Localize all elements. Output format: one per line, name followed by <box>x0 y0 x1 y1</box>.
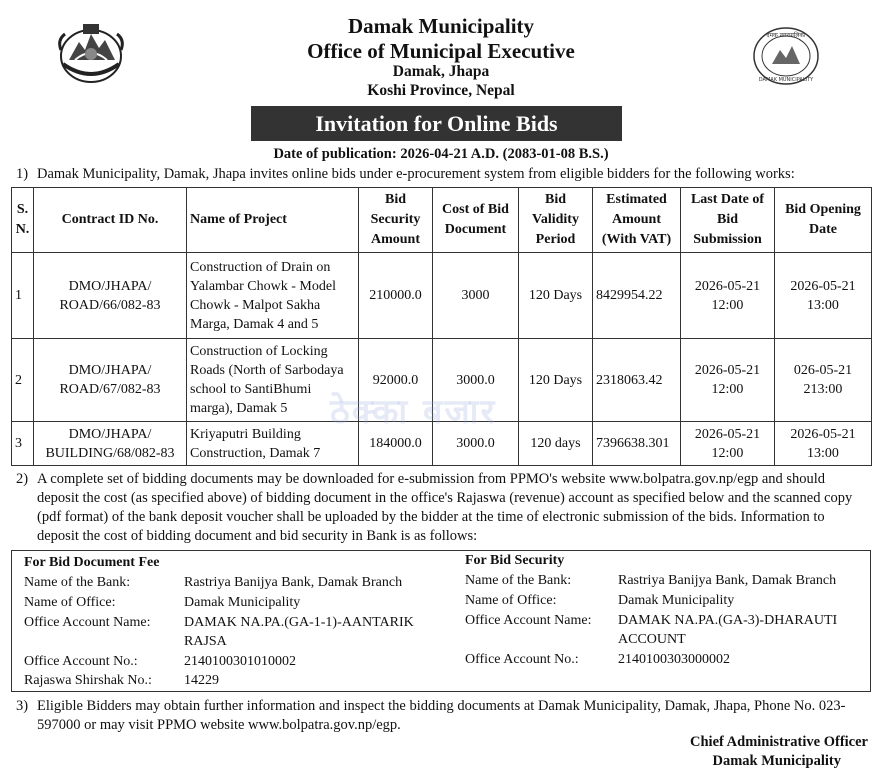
cell-estimate: 2318063.42 <box>593 339 681 422</box>
cell-last-date <box>681 253 775 339</box>
cell-validity: 120 days <box>519 422 593 466</box>
signature-office: Damak Municipality <box>712 753 841 769</box>
table-header-row <box>12 188 872 253</box>
last-date: 2026-05-21 <box>694 363 761 378</box>
security-office-label: Name of Office: <box>465 593 557 608</box>
cell-project: Construction of Drain on Yalambar Chowk - Model Chowk - Malpot Sakha Marga, Damak 4 and 5 <box>187 253 359 339</box>
security-account-name-label: Office Account Name: <box>465 613 592 628</box>
cell-cost: 3000.0 <box>433 422 519 466</box>
cell-cost: 3000.0 <box>433 339 519 422</box>
cell-sn: 3 <box>12 422 34 466</box>
cell-opening-date <box>775 339 872 422</box>
col-header-validity: Bid Validity Period <box>519 188 593 253</box>
bank-security-title: For Bid Security <box>465 553 565 568</box>
cell-contract-id: DMO/JHAPA/ ROAD/66/082-83 <box>34 253 187 339</box>
notice-title-banner: Invitation for Online Bids <box>251 106 622 141</box>
open-date: 026-05-21 <box>793 363 853 378</box>
para2-number: 2) <box>16 471 29 487</box>
cell-last-date <box>681 422 775 466</box>
signature-title: Chief Administrative Officer <box>690 734 868 750</box>
para3-text: Eligible Bidders may obtain further information and inspect the bidding documents at Damak Municipality, Damak, Jhapa, Phone No. 023-597000 or may visit PPMO website www.bolpatra.gov.np/egp. <box>37 698 846 733</box>
cell-project: Construction of Locking Roads (North of Sarbodaya school to SantiBhumi marga), Damak 5 <box>187 339 359 422</box>
open-date: 2026-05-21 <box>790 426 856 442</box>
col-header-bid-security: Bid Security Amount <box>359 188 433 253</box>
fee-office-value: Damak Municipality <box>184 595 301 610</box>
cell-last-date <box>681 339 775 422</box>
cell-contract-id: DMO/JHAPA/ BUILDING/68/082-83 <box>34 422 187 466</box>
para2-text: A complete set of bidding documents may be downloaded for e-submission from PPMO's website www.bolpatra.gov.np/egp and should deposit the cost (as specified above) of bidding document in the office's Rajaswa (revenue) account as specified below and the scanned copy (pdf format) of the bank deposit voucher shall be uploaded by the bidder at the time of electronic submission of the bids. Information to deposit the cost of bidding document and bid security in Bank is as follows: <box>37 471 853 544</box>
open-date: 2026-05-21 <box>790 278 856 294</box>
col-header-cost: Cost of Bid Document <box>433 188 519 253</box>
fee-account-name-label: Office Account Name: <box>24 615 151 630</box>
bank-fee-title: For Bid Document Fee <box>24 555 160 570</box>
bank-info-box <box>11 550 871 692</box>
security-bank-value: Rastriya Banijya Bank, Damak Branch <box>618 573 837 588</box>
security-account-name-value: DAMAK NA.PA.(GA-3)-DHARAUTI <box>618 613 838 628</box>
cell-estimate: 7396638.301 <box>593 422 681 466</box>
fee-office-label: Name of Office: <box>24 595 116 610</box>
open-time: 13:00 <box>807 297 839 313</box>
fee-account-no-label: Office Account No.: <box>24 654 138 669</box>
address-line: Damak, Jhapa <box>392 63 490 80</box>
municipality-name: Damak Municipality <box>347 14 535 38</box>
para1-text: Damak Municipality, Damak, Jhapa invites online bids under e-procurement system from eligible bidders for the following works: <box>37 166 795 182</box>
table-row <box>12 253 872 339</box>
cell-validity: 120 Days <box>519 339 593 422</box>
col-header-sn: S. N. <box>12 188 34 253</box>
office-name: Office of Municipal Executive <box>307 39 575 63</box>
col-header-last-date: Last Date of Bid Submission <box>681 188 775 253</box>
para1-number: 1) <box>16 166 29 182</box>
fee-bank-label: Name of the Bank: <box>24 575 131 590</box>
col-header-project: Name of Project <box>187 188 359 253</box>
cell-estimate: 8429954.22 <box>593 253 681 339</box>
cell-opening-date <box>775 253 872 339</box>
col-header-contract-id: Contract ID No. <box>34 188 187 253</box>
seal-text-bottom: DAMAK MUNICIPALITY <box>758 77 814 83</box>
col-header-opening-date: Bid Opening Date <box>775 188 872 253</box>
watermark-logo: ठेक्का बजार <box>330 392 497 432</box>
fee-account-no-value: 2140100301010002 <box>184 654 296 669</box>
fee-shirshak-label: Rajaswa Shirshak No.: <box>24 673 152 688</box>
security-office-value: Damak Municipality <box>618 593 735 608</box>
last-date: 2026-05-21 <box>694 426 761 442</box>
col-header-estimate: Estimated Amount (With VAT) <box>593 188 681 253</box>
cell-bid-security: 92000.0 <box>359 339 433 422</box>
seal-text-top: दमक नगरपालिका <box>766 32 806 39</box>
last-time: 12:00 <box>711 382 744 397</box>
cell-validity: 120 Days <box>519 253 593 339</box>
security-account-no-label: Office Account No.: <box>465 652 579 667</box>
cell-sn: 2 <box>12 339 34 422</box>
cell-opening-date <box>775 422 872 466</box>
open-time: 13:00 <box>807 445 839 461</box>
security-account-name-value-2: ACCOUNT <box>618 632 686 647</box>
cell-contract-id: DMO/JHAPA/ ROAD/67/082-83 <box>34 339 187 422</box>
open-time: 213:00 <box>803 382 843 397</box>
fee-bank-value: Rastriya Banijya Bank, Damak Branch <box>184 575 403 590</box>
last-date: 2026-05-21 <box>694 278 761 294</box>
last-time: 12:00 <box>711 445 744 461</box>
fee-account-name-value-2: RAJSA <box>184 634 227 649</box>
security-bank-label: Name of the Bank: <box>465 573 572 588</box>
para3-number: 3) <box>16 698 29 714</box>
fee-shirshak-value: 14229 <box>184 673 219 688</box>
province-line: Koshi Province, Nepal <box>367 82 515 99</box>
cell-bid-security: 184000.0 <box>359 422 433 466</box>
last-time: 12:00 <box>711 297 744 313</box>
cell-sn: 1 <box>12 253 34 339</box>
publication-date: Date of publication: 2026-04-21 A.D. (2083-01-08 B.S.) <box>273 146 609 162</box>
cell-bid-security: 210000.0 <box>359 253 433 339</box>
cell-project: Kriyaputri Building Construction, Damak 7 <box>187 422 359 466</box>
fee-account-name-value: DAMAK NA.PA.(GA-1-1)-AANTARIK <box>184 615 414 630</box>
security-account-no-value: 2140100303000002 <box>618 652 730 667</box>
cell-cost: 3000 <box>433 253 519 339</box>
municipality-seal-icon <box>752 26 820 86</box>
